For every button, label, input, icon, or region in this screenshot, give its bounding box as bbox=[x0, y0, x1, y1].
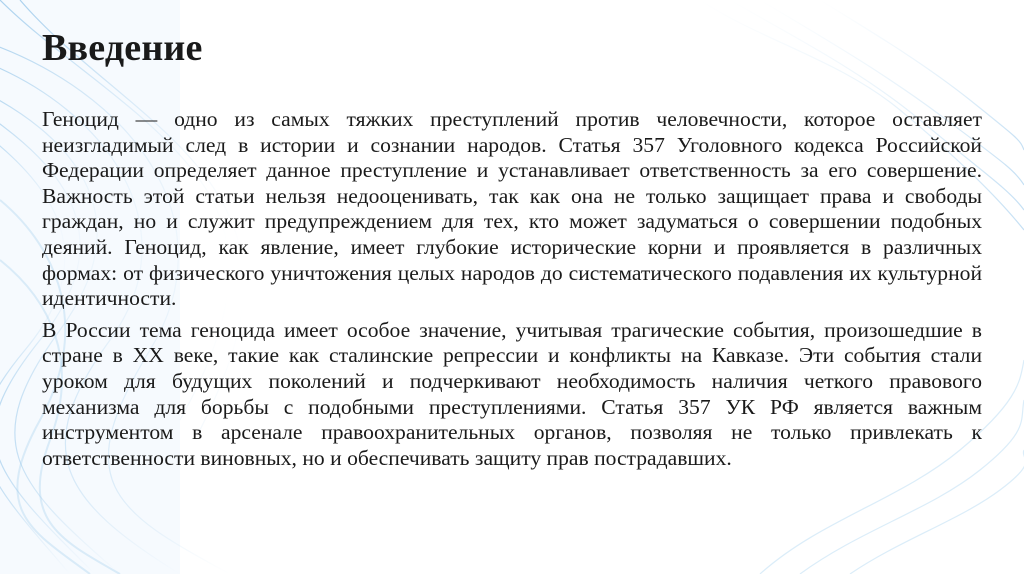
paragraph-russia: В России тема геноцида имеет особое значение, учитывая трагические события, произошедшие в стране в XX веке, такие как сталинские репрессии и конфликты на Кавказе. Эти события стали уроком для будущих поколений и подчеркивают необходимость наличия четкого правового механизма для борьбы с подобными преступлениями. Статья 357 УК РФ является важным инструментом в арсенале правоохранительных органов, позволяя не только привлекать к ответственности виновных, но и обеспечивать защиту прав пострадавших. bbox=[42, 317, 982, 470]
slide-body bbox=[42, 107, 982, 477]
slide-title: Введение bbox=[42, 27, 203, 69]
paragraph-intro: Геноцид — одно из самых тяжких преступлений против человечности, которое оставляет неизгладимый след в истории и сознании народов. Статья 357 Уголовного кодекса Российской Федерации определяет данное преступление и устанавливает ответственность за его совершение. Важность этой статьи нельзя недооценивать, так как она не только защищает права и свободы граждан, но и служит предупреждением для тех, кто может задуматься о совершении подобных деяний. Геноцид, как явление, имеет глубокие исторические корни и проявляется в различных формах: от физического уничтожения целых народов до систематического подавления их культурной идентичности. bbox=[42, 107, 982, 311]
